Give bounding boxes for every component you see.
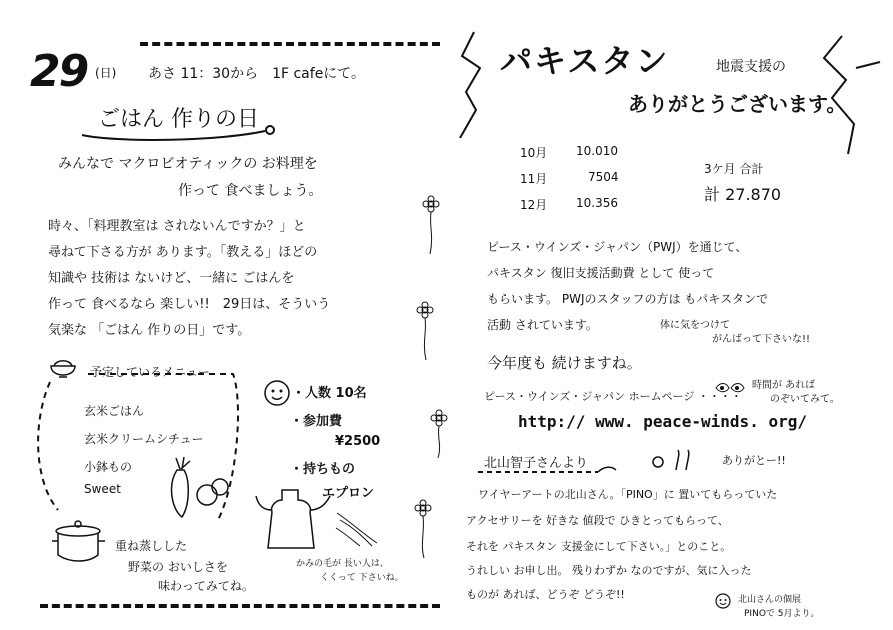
- pwj-body-line-1: ピース・ウインズ・ジャパン（PWJ）を通じて、: [487, 240, 748, 254]
- hp-aside-1: 時間が あれば: [752, 380, 816, 391]
- body-line-2: 尋ねて下さる方が あります。「教える」ほどの: [48, 245, 318, 260]
- info-bring-value: エプロン: [322, 486, 375, 501]
- pwj-aside-1: 体に気をつけて: [660, 320, 730, 331]
- menu-item: 玄米ごはん: [84, 404, 145, 418]
- body-line-5: 気楽な 「ごはん 作りの日」です。: [48, 323, 251, 338]
- kitayama-body-line: アクセサリーを 好きな 値段で ひきとってもらって、: [466, 514, 729, 527]
- donation-month: 11月: [520, 172, 548, 186]
- kitayama-body-line: うれしい お申し出。 残りわずか なのですが、気に入った: [466, 564, 752, 577]
- donation-amount: 10.356: [576, 196, 618, 210]
- flower-icon: [428, 410, 450, 460]
- steam-note-3: 味わってみてね。: [158, 579, 254, 593]
- flower-icon: [412, 500, 434, 560]
- arigato-note: ありがとー!!: [722, 454, 786, 467]
- pakistan-title-sub: 地震支援の: [716, 59, 786, 75]
- continue-note: 今年度も 続けますね。: [487, 354, 642, 372]
- info-headcount: ・人数 10名: [292, 386, 367, 401]
- hair-note-1: かみの毛が 長い人は、: [296, 559, 389, 569]
- bottom-dashed-rule-left: [40, 604, 440, 608]
- hp-label: ピース・ウインズ・ジャパン ホームページ ・・・・: [484, 390, 742, 403]
- title-underline-swash: [80, 125, 280, 145]
- menu-item: 小鉢もの: [84, 460, 133, 474]
- accessories-icon: [648, 448, 698, 474]
- pwj-aside-2: がんばって下さいな!!: [712, 334, 811, 345]
- page-title: ごはん 作りの日: [98, 107, 259, 132]
- pwj-url-link[interactable]: http:// www. peace-winds. org/: [518, 412, 807, 431]
- flower-icon: [420, 196, 442, 256]
- kitayama-title: 北山智子さんより: [484, 456, 589, 471]
- body-line-4: 作って 食べるなら 楽しい!! 29日は、そういう: [48, 297, 331, 312]
- hair-note-2: くくって 下さいね。: [320, 573, 404, 583]
- date-day: (日): [95, 66, 117, 80]
- small-face-icon: [714, 592, 732, 610]
- top-dashed-rule-left: [140, 42, 440, 46]
- vegetables-icon: [162, 455, 232, 525]
- eyes-icon: [714, 380, 746, 396]
- total-value: 計 27.870: [704, 185, 782, 204]
- kitayama-body-line: ワイヤーアートの北山さん。「PINO」に 置いてもらっていた: [478, 488, 778, 501]
- donation-amount: 7504: [588, 170, 619, 184]
- rice-bowl-icon: [48, 356, 78, 382]
- body-line-1: 時々、「料理教室は されないんですか？」と: [48, 219, 306, 234]
- pwj-body-line-4: 活動 されています。: [487, 318, 598, 332]
- kitayama-body-line: ものが あれば、どうぞ どうぞ!!: [466, 588, 625, 601]
- donation-month: 10月: [520, 146, 548, 160]
- kitayama-body-line: それを パキスタン 支援金にして下さい。」とのこと。: [466, 540, 732, 553]
- menu-item: 玄米クリームシチュー: [84, 432, 204, 446]
- subtitle-line-2: 作って 食べましょう。: [178, 183, 323, 199]
- pwj-body-line-3: もらいます。 PWJのスタッフの方は もパキスタンで: [487, 292, 769, 306]
- flower-icon: [414, 302, 436, 362]
- kitayama-title-underline: [476, 464, 626, 476]
- total-label: 3ケ月 合計: [704, 162, 764, 176]
- pakistan-title: パキスタン: [500, 42, 670, 80]
- thanks-heading: ありがとうございます。: [628, 92, 847, 116]
- steam-note-2: 野菜の おいしさを: [128, 560, 228, 574]
- donation-month: 12月: [520, 198, 548, 212]
- footer-exhibit-2: PINOで 5月より。: [744, 609, 820, 619]
- footer-exhibit-1: 北山さんの個展: [738, 595, 802, 605]
- info-bring-label: ・持ちもの: [290, 462, 356, 477]
- menu-title: 予定しているメニュー: [90, 365, 211, 379]
- steam-note-1: 重ね蒸しした: [115, 539, 188, 553]
- pwj-body-line-2: パキスタン 復旧支援活動費 として 使って: [487, 266, 715, 280]
- donation-amount: 10.010: [576, 144, 618, 158]
- date-number: 29: [30, 46, 88, 97]
- pot-icon: [50, 515, 110, 567]
- hp-aside-2: のぞいてみて。: [770, 394, 840, 405]
- date-time: あさ 11：30から 1F cafeにて。: [148, 66, 366, 82]
- info-fee-label: ・参加費: [290, 414, 343, 429]
- info-fee-value: ¥2500: [335, 434, 381, 449]
- menu-item: Sweet: [84, 482, 121, 496]
- body-line-3: 知識や 技術は ないけど、一緒に ごはんを: [48, 271, 295, 286]
- hair-icon: [332, 508, 382, 548]
- subtitle-line-1: みんなで マクロビオティックの お料理を: [58, 156, 318, 172]
- apron-icon: [254, 486, 334, 556]
- smiley-face-icon: [262, 378, 292, 408]
